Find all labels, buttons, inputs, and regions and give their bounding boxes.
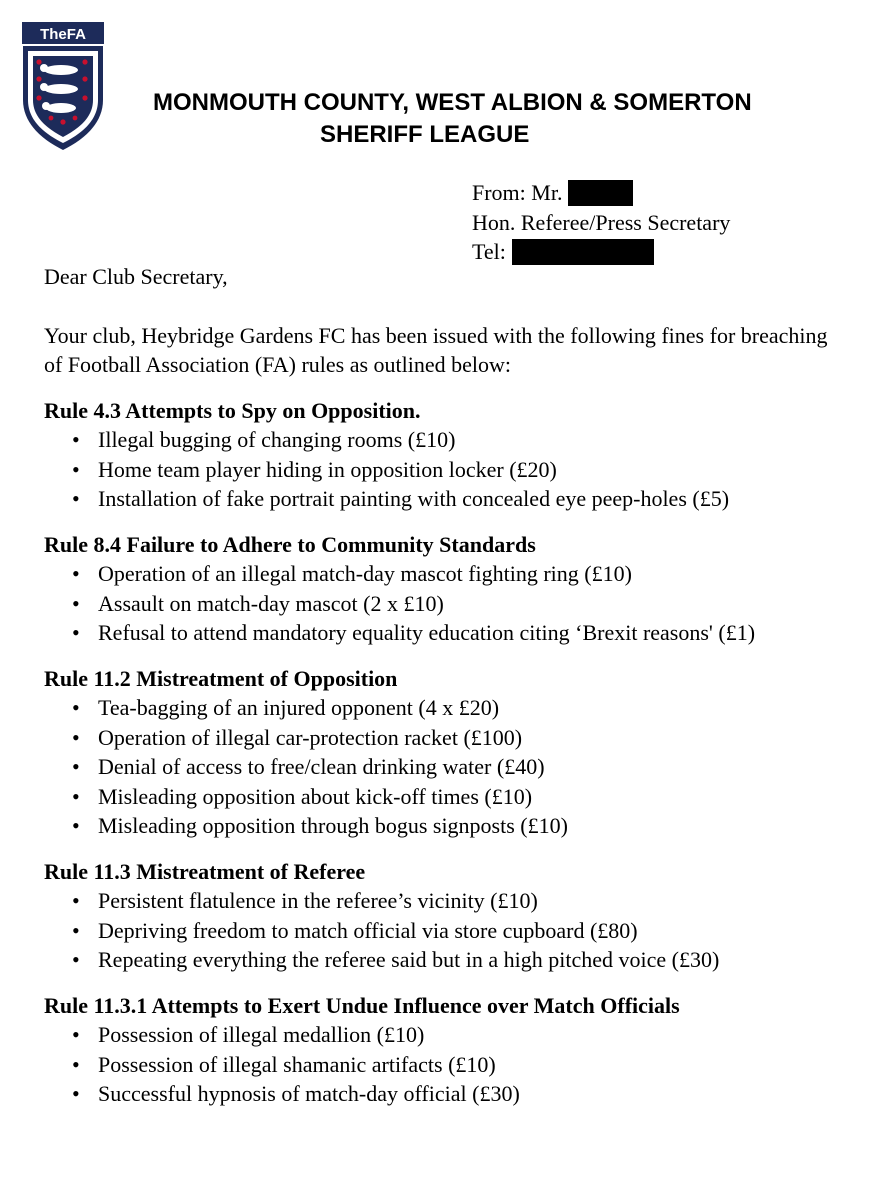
fine-list: [44, 425, 844, 514]
fine-item: [44, 1050, 844, 1080]
rule-title: Rule 11.2 Mistreatment of Opposition: [44, 665, 398, 691]
fine-text: Installation of fake portrait painting with concealed eye peep-holes (£5): [98, 486, 730, 511]
fine-list: [44, 693, 844, 841]
bullet-icon: •: [72, 486, 80, 511]
fine-list: [44, 559, 844, 648]
letter-body: [44, 262, 844, 1125]
rule-title: Rule 8.4 Failure to Adhere to Community Standards: [44, 531, 536, 557]
fine-list: [44, 1020, 844, 1109]
fine-text: Tea-bagging of an injured opponent (4 x £20): [98, 695, 500, 720]
fine-item: [44, 945, 844, 975]
sender-role: Hon. Referee/Press Secretary: [472, 209, 731, 235]
bullet-icon: •: [72, 754, 80, 779]
fine-text: Home team player hiding in opposition locker (£20): [98, 456, 557, 482]
fine-item: [44, 589, 844, 619]
from-line: [472, 178, 730, 208]
fine-item: [44, 916, 844, 946]
fines-sections: [44, 396, 844, 1109]
fine-list: [44, 886, 844, 975]
fine-item: [44, 618, 844, 648]
fine-text: Misleading opposition about kick-off times (£10): [98, 783, 533, 809]
fine-item: [44, 425, 844, 455]
bullet-icon: •: [72, 947, 80, 972]
bullet-icon: •: [72, 427, 80, 452]
fine-text: Possession of illegal shamanic artifacts (£10): [98, 1051, 496, 1077]
bullet-icon: •: [72, 456, 80, 482]
bullet-icon: •: [72, 783, 80, 809]
redacted-name: [568, 180, 633, 206]
fine-item: [44, 1079, 844, 1109]
rule-title: Rule 4.3 Attempts to Spy on Opposition.: [44, 397, 421, 423]
fa-crest-icon: [21, 22, 105, 152]
bullet-icon: •: [72, 888, 80, 913]
fine-text: Possession of illegal medallion (£10): [98, 1022, 425, 1047]
fine-item: [44, 752, 844, 782]
fa-crest-logo: [21, 22, 105, 152]
bullet-icon: •: [72, 917, 80, 943]
bullet-icon: •: [72, 695, 80, 720]
rule-section: [44, 396, 844, 514]
league-title-line2: SHERIFF LEAGUE: [320, 121, 530, 148]
fine-item: [44, 811, 844, 841]
fine-text: Operation of an illegal match-day mascot fighting ring (£10): [98, 561, 632, 586]
fine-text: Illegal bugging of changing rooms (£10): [98, 427, 456, 452]
fine-item: [44, 559, 844, 589]
tel-label: Tel:: [472, 239, 506, 264]
fine-text: Successful hypnosis of match-day official (£30): [98, 1081, 520, 1106]
fine-text: Operation of illegal car-protection racket (£100): [98, 724, 523, 750]
svg-text:TheFA: TheFA: [40, 26, 86, 43]
from-label: From: Mr.: [472, 180, 563, 205]
bullet-icon: •: [72, 590, 80, 616]
bullet-icon: •: [72, 1051, 80, 1077]
role-line: [472, 208, 730, 238]
bullet-icon: •: [72, 1081, 80, 1106]
bullet-icon: •: [72, 1022, 80, 1047]
redacted-phone: [512, 239, 654, 265]
bullet-icon: •: [72, 813, 80, 838]
rule-title: Rule 11.3 Mistreatment of Referee: [44, 858, 366, 884]
fine-item: [44, 484, 844, 514]
fine-text: Denial of access to free/clean drinking water (£40): [98, 754, 545, 779]
rule-section: [44, 530, 844, 648]
intro-paragraph: Your club, Heybridge Gardens FC has been issued with the following fines for breaching of Football Association (FA) rules as outlined below:: [44, 322, 828, 377]
fine-text: Persistent flatulence in the referee’s vicinity (£10): [98, 888, 538, 913]
fine-item: [44, 723, 844, 753]
fine-text: Depriving freedom to match official via store cupboard (£80): [98, 917, 638, 943]
fine-item: [44, 1020, 844, 1050]
bullet-icon: •: [72, 620, 80, 645]
league-title-line1: MONMOUTH COUNTY, WEST ALBION & SOMERTON: [153, 89, 752, 116]
bullet-icon: •: [72, 724, 80, 750]
rule-section: [44, 857, 844, 975]
sender-block: [472, 178, 730, 267]
fine-text: Assault on match-day mascot (2 x £10): [98, 590, 444, 616]
fine-item: [44, 886, 844, 916]
fine-item: [44, 455, 844, 485]
rule-title: Rule 11.3.1 Attempts to Exert Undue Influence over Match Officials: [44, 992, 680, 1018]
bullet-icon: •: [72, 561, 80, 586]
fine-item: [44, 782, 844, 812]
rule-section: [44, 664, 844, 841]
rule-section: [44, 991, 844, 1109]
fine-text: Repeating everything the referee said but in a high pitched voice (£30): [98, 947, 720, 972]
fine-text: Misleading opposition through bogus signposts (£10): [98, 813, 568, 838]
salutation: Dear Club Secretary,: [44, 264, 228, 289]
fine-text: Refusal to attend mandatory equality education citing ‘Brexit reasons' (£1): [98, 620, 756, 645]
fine-item: [44, 693, 844, 723]
